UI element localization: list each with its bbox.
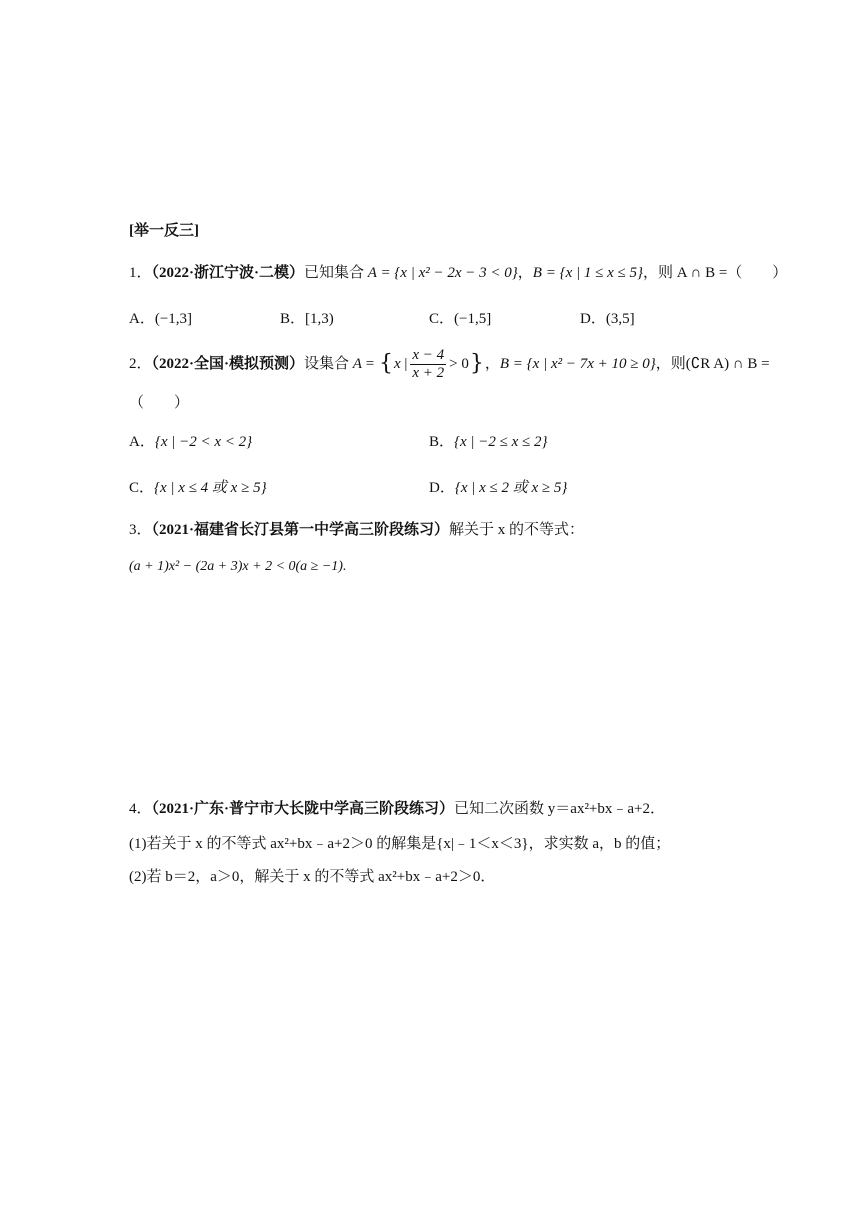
- q2-option-a-label: A．: [129, 434, 155, 450]
- q4-stem: 已知二次函数 y＝ax²+bx﹣a+2．: [454, 801, 666, 817]
- q4-part-2: (2)若 b＝2，a＞0，解关于 x 的不等式 ax²+bx﹣a+2＞0．: [129, 869, 496, 885]
- q2-paren: （ ）: [129, 395, 190, 411]
- q1-set-b: B = {x | 1 ≤ x ≤ 5}: [532, 265, 643, 281]
- q2-number: 2．: [129, 356, 152, 372]
- q2-option-c[interactable]: [129, 477, 267, 499]
- section-title: [举一反三]: [129, 223, 199, 239]
- q4-source: （2021·广东·普宁市大长陇中学高三阶段练习）: [151, 801, 455, 817]
- q1-option-a-label: A．: [129, 311, 155, 327]
- q2-stem: 设集合: [304, 356, 350, 372]
- q2-set-b: B = {x | x² − 7x + 10 ≥ 0}: [499, 356, 656, 372]
- q2-fraction-numerator: x − 4: [412, 347, 445, 364]
- question-1: 1．（2022·浙江宁波·二模）已知集合 A = {x | x² − 2x − 3 < 0}，B = {x | 1 ≤ x ≤ 5}，则 A ∩ B =（ ）: [129, 265, 788, 281]
- q2-option-a-value: {x | −2 < x < 2}: [154, 434, 253, 450]
- q1-ask: 则 A ∩ B =（ ）: [658, 265, 788, 281]
- q2-fraction-denominator: x + 2: [412, 365, 445, 382]
- q3-formula: (a + 1)x² − (2a + 3)x + 2 < 0(a ≥ −1).: [129, 559, 347, 574]
- q3-source: （2021·福建省长汀县第一中学高三阶段练习）: [151, 522, 450, 538]
- q3-stem: 解关于 x 的不等式：: [449, 522, 585, 538]
- q1-source: （2022·浙江宁波·二模）: [151, 265, 305, 281]
- q1-option-a[interactable]: [129, 308, 192, 330]
- q1-number: 1．: [129, 265, 152, 281]
- q1-option-c-value: (−1,5]: [454, 311, 492, 327]
- question-2: 2．（2022·全国·模拟预测）设集合 A = {x | $\frac{x - 4}{x + 2}$ > 0}，B = {x | x² − 7x + 10 ≥ 0}，则(∁R A) ∩ B =: [129, 347, 770, 382]
- q2-option-d-value: {x | x ≤ 2 或 x ≥ 5}: [454, 480, 568, 496]
- q1-option-d-label: D．: [580, 311, 606, 327]
- q2-option-c-value: {x | x ≤ 4 或 x ≥ 5}: [154, 480, 267, 496]
- q1-option-b-value: [1,3): [305, 311, 334, 327]
- q1-stem: 已知集合: [304, 265, 365, 281]
- q1-set-a: A = {x | x² − 2x − 3 < 0}: [367, 265, 518, 281]
- question-3: [129, 519, 584, 541]
- q2-option-d-label: D．: [429, 480, 455, 496]
- q1-option-d-value: (3,5]: [605, 311, 635, 327]
- q1-option-a-value: (−1,3]: [154, 311, 193, 327]
- q1-option-c-label: C．: [429, 311, 455, 327]
- q1-option-b-label: B．: [280, 311, 306, 327]
- q1-option-b[interactable]: [280, 308, 334, 330]
- q2-option-b[interactable]: [429, 431, 548, 453]
- q2-option-d[interactable]: [429, 477, 567, 499]
- q1-option-d[interactable]: [580, 308, 635, 330]
- q2-option-a[interactable]: [129, 431, 252, 453]
- q4-number: 4．: [129, 801, 152, 817]
- q2-source: （2022·全国·模拟预测）: [151, 356, 305, 372]
- q3-number: 3．: [129, 522, 152, 538]
- q2-option-b-label: B．: [429, 434, 455, 450]
- q2-option-c-label: C．: [129, 480, 155, 496]
- q2-fraction: [410, 347, 446, 382]
- q4-part-1: (1)若关于 x 的不等式 ax²+bx﹣a+2＞0 的解集是{x|﹣1＜x＜3}，求实数 a，b 的值；: [129, 836, 671, 852]
- question-4: [129, 798, 665, 820]
- q2-option-b-value: {x | −2 ≤ x ≤ 2}: [454, 434, 548, 450]
- q1-option-c[interactable]: [429, 308, 491, 330]
- q2-ask: 则(∁R A) ∩ B =: [670, 356, 770, 372]
